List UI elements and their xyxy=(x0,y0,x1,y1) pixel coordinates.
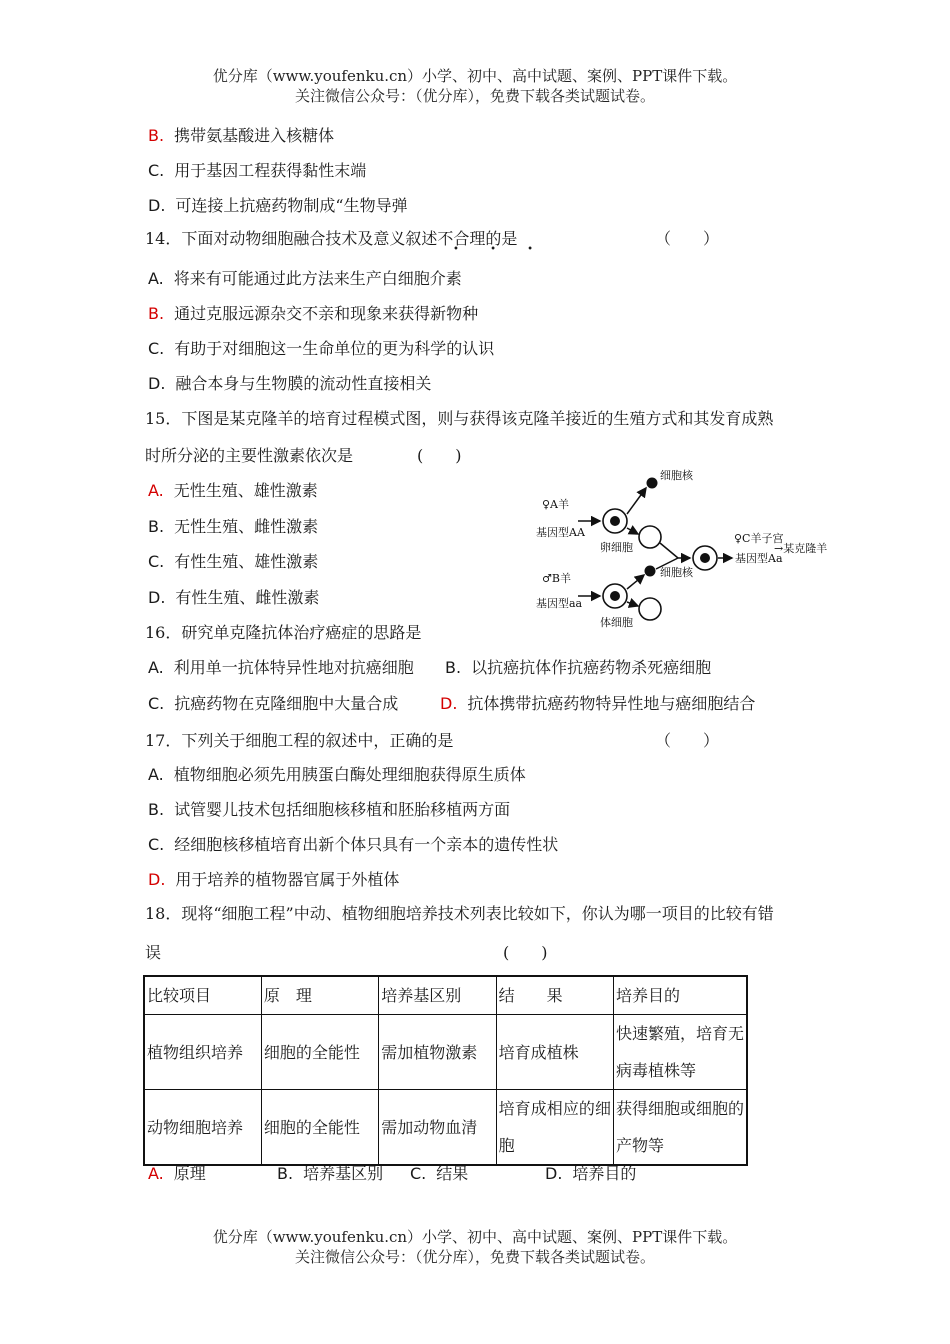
table-row xyxy=(144,1090,747,1166)
q17-stem: 17．下列关于细胞工程的叙述中，正确的是 xyxy=(145,731,454,750)
genotype-aa2-label: 基因型Aa xyxy=(735,552,783,565)
q17-answer-paren: （ ） xyxy=(655,731,720,750)
somatic-nucleus-shape xyxy=(610,591,620,601)
egg-nucleus-shape xyxy=(610,516,620,526)
table-cell: 动物细胞培养 xyxy=(144,1090,261,1166)
q14-emphasis-dots: • • • xyxy=(453,244,548,255)
q15-answer-paren: ( ) xyxy=(417,446,462,465)
bottom-nucleus-shape xyxy=(645,566,656,577)
table-cell: 快速繁殖，培育无病毒植株等 xyxy=(614,1015,748,1090)
table-cell: 植物组织培养 xyxy=(144,1015,261,1090)
q16-option-b: B. 以抗癌抗体作抗癌药物杀死癌细胞 xyxy=(445,658,712,677)
table-cell: 细胞的全能性 xyxy=(261,1090,378,1166)
q15-option-a: A. 无性生殖、雄性激素 xyxy=(148,481,318,500)
surrogate-label: ♀C羊子宫 xyxy=(734,532,784,545)
q17-option-b: B. 试管婴儿技术包括细胞核移植和胚胎移植两方面 xyxy=(148,800,511,819)
table-header-cell: 培养基区别 xyxy=(379,976,496,1015)
header-line-2: 关注微信公众号：（优分库），免费下载各类试题试卷。 xyxy=(294,87,655,105)
table-header-cell: 比较项目 xyxy=(144,976,261,1015)
comparison-table xyxy=(143,975,748,1166)
table-cell: 细胞的全能性 xyxy=(261,1015,378,1090)
header-line-1: 优分库（www.youfenku.cn）小学、初中、高中试题、案例、PPT课件下载。 xyxy=(212,67,738,85)
q18-option-c: C. 结果 xyxy=(410,1164,469,1183)
table-row xyxy=(144,1015,747,1090)
q18-stem-line-1: 18．现将“细胞工程”中动、植物细胞培养技术列表比较如下，你认为哪一项目的比较有错 xyxy=(145,904,774,923)
q16-option-c: C. 抗癌药物在克隆细胞中大量合成 xyxy=(148,694,399,713)
q14-option-d: D. 融合本身与生物膜的流动性直接相关 xyxy=(148,374,432,393)
q18-option-b: B. 培养基区别 xyxy=(277,1164,384,1183)
reconstructed-nucleus-shape xyxy=(700,553,710,563)
q13-option-b: B. 携带氨基酸进入核糖体 xyxy=(148,126,335,145)
q14-option-c: C. 有助于对细胞这一生命单位的更为科学的认识 xyxy=(148,339,495,358)
q15-option-d: D. 有性生殖、雌性激素 xyxy=(148,588,320,607)
top-nucleus-shape xyxy=(647,478,658,489)
q17-option-c: C. 经细胞核移植培育出新个体只具有一个亲本的遗传性状 xyxy=(148,835,559,854)
q17-option-a: A. 植物细胞必须先用胰蛋白酶处理细胞获得原生质体 xyxy=(148,765,526,784)
q13-option-d: D. 可连接上抗癌药物制成“生物导弹 xyxy=(148,196,408,215)
table-cell: 培育成相应的细胞 xyxy=(496,1090,613,1166)
egg-cell-label: 卵细胞 xyxy=(600,541,633,554)
q18-option-d: D. 培养目的 xyxy=(545,1164,637,1183)
table-header-cell: 培养目的 xyxy=(614,976,748,1015)
q15-stem-line-2: 时所分泌的主要性激素依次是 xyxy=(145,446,354,465)
q14-answer-paren: （ ） xyxy=(655,229,720,248)
table-cell: 需加动物血清 xyxy=(379,1090,496,1166)
table-cell: 获得细胞或细胞的产物等 xyxy=(614,1090,748,1166)
bottom-nucleus-label: 细胞核 xyxy=(660,566,693,579)
table-header-row xyxy=(144,976,747,1015)
q14-option-a: A. 将来有可能通过此方法来生产白细胞介素 xyxy=(148,269,462,288)
cloning-diagram xyxy=(528,458,828,636)
q18-option-a: A. 原理 xyxy=(148,1164,206,1183)
top-nucleus-label: 细胞核 xyxy=(660,469,693,482)
q15-stem-line-1: 15．下图是某克隆羊的培育过程模式图，则与获得该克隆羊接近的生殖方式和其发育成熟 xyxy=(145,409,774,428)
q17-option-d: D. 用于培养的植物器官属于外植体 xyxy=(148,870,400,889)
sheep-a-label: ♀A羊 xyxy=(542,498,569,511)
q18-answer-paren: ( ) xyxy=(503,943,548,962)
sheep-b-label: ♂B羊 xyxy=(542,572,571,585)
footer-line-1: 优分库（www.youfenku.cn）小学、初中、高中试题、案例、PPT课件下载。 xyxy=(212,1228,738,1246)
clone-result-label: →某克隆羊 xyxy=(774,542,828,555)
q16-option-a: A. 利用单一抗体特异性地对抗癌细胞 xyxy=(148,658,414,677)
q13-option-c: C. 用于基因工程获得黏性末端 xyxy=(148,161,367,180)
q14-stem: 14．下面对动物细胞融合技术及意义叙述不合理的是 xyxy=(145,229,518,248)
footer-line-2: 关注微信公众号：（优分库），免费下载各类试题试卷。 xyxy=(294,1248,655,1266)
q16-option-d: D. 抗体携带抗癌药物特异性地与癌细胞结合 xyxy=(440,694,756,713)
table-cell: 培育成植株 xyxy=(496,1015,613,1090)
table-header-cell: 原 理 xyxy=(261,976,378,1015)
q15-option-b: B. 无性生殖、雌性激素 xyxy=(148,517,319,536)
q15-option-c: C. 有性生殖、雄性激素 xyxy=(148,552,319,571)
somatic-cell-label: 体细胞 xyxy=(600,616,633,629)
genotype-aa-label: 基因型AA xyxy=(536,526,585,539)
table-cell: 需加植物激素 xyxy=(379,1015,496,1090)
q18-stem-line-2: 误 xyxy=(145,943,162,962)
q14-option-b: B. 通过克服远源杂交不亲和现象来获得新物种 xyxy=(148,304,479,323)
genotype-bb-label: 基因型aa xyxy=(536,597,583,610)
table-header-cell: 结 果 xyxy=(496,976,613,1015)
q16-stem: 16．研究单克隆抗体治疗癌症的思路是 xyxy=(145,623,422,642)
